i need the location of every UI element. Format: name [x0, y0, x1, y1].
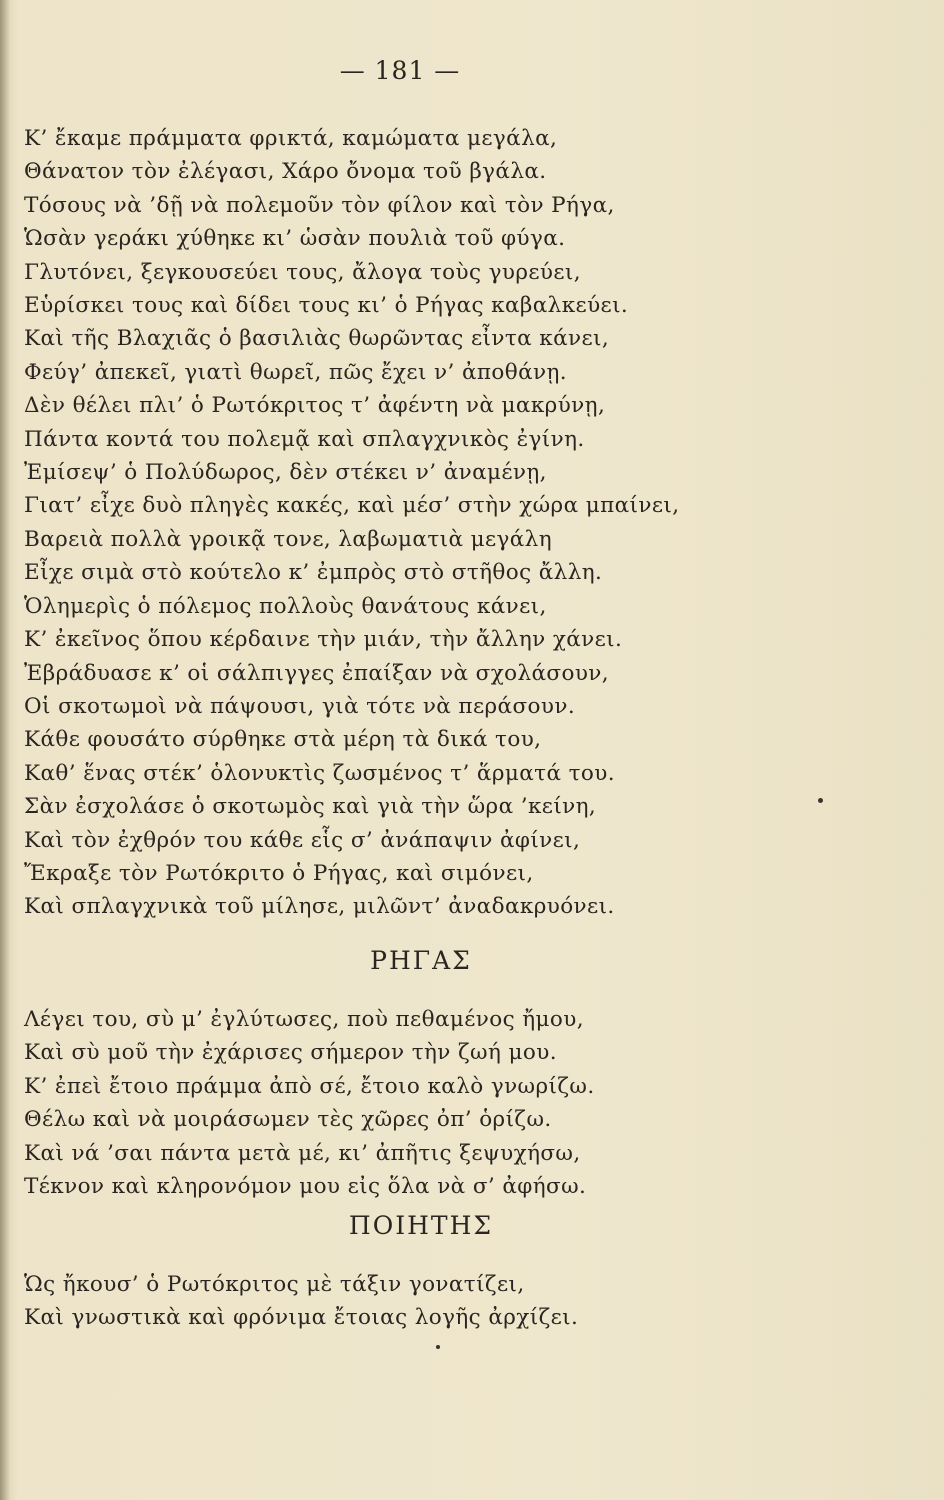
speaker-heading-poiitis: ΠΟΙΗΤΗΣ [348, 1211, 494, 1240]
verse-line: Τόσους νὰ ’δῇ νὰ πολεμοῦν τὸν φίλον καὶ τὸν Ρήγα, [24, 192, 615, 218]
stanza-narrative [24, 122, 924, 924]
verse-line: Θάνατον τὸν ἐλέγασι, Χάρο ὄνομα τοῦ βγάλα. [24, 159, 547, 185]
verse-line: Καθ’ ἕνας στέκ’ ὁλονυκτὶς ζωσμένος τ’ ἅρματά του. [24, 760, 615, 786]
book-spine-shadow [0, 0, 10, 1500]
page-number: — 181 — [339, 56, 461, 85]
verse-line: Ὡς ἤκουσ’ ὁ Ρωτόκριτος μὲ τάξιν γονατίζει, [24, 1272, 525, 1297]
speaker-heading-rigas: ΡΗΓΑΣ [370, 946, 472, 975]
verse-line: Ἔκραξε τὸν Ρωτόκριτο ὁ Ρήγας, καὶ σιμόνει, [24, 860, 534, 886]
verse-line: Φεύγ’ ἀπεκεῖ, γιατὶ θωρεῖ, πῶς ἔχει ν’ ἀποθάνῃ. [24, 359, 568, 385]
ink-speck [818, 798, 823, 803]
verse-line: Δὲν θέλει πλι’ ὁ Ρωτόκριτος τ’ ἀφέντη νὰ μακρύνῃ, [24, 393, 606, 419]
stanza-poiitis [24, 1268, 924, 1335]
verse-line: Εἶχε σιμὰ στὸ κούτελο κ’ ἐμπρὸς στὸ στῆθος ἄλλη. [24, 560, 603, 586]
verse-line: Ὁλημερὶς ὁ πόλεμος πολλοὺς θανάτους κάνει, [24, 593, 547, 619]
verse-line: Βαρειὰ πολλὰ γροικᾷ τονε, λαβωματιὰ μεγάλη [24, 526, 552, 552]
ink-speck [436, 1345, 440, 1349]
verse-line: Καὶ νά ’σαι πάντα μετὰ μέ, κι’ ἀπῆτις ξεψυχήσω, [24, 1140, 581, 1166]
verse-line: Λέγει του, σὺ μ’ ἐγλύτωσες, ποὺ πεθαμένος ἤμου, [24, 1007, 584, 1032]
verse-line: Καὶ τῆς Βλαχιᾶς ὁ βασιλιὰς θωρῶντας εἶντα κάνει, [24, 326, 610, 352]
verse-line: Καὶ σὺ μοῦ τὴν ἐχάρισες σήμερον τὴν ζωή μου. [24, 1040, 557, 1066]
verse-line: Ἐμίσεψ’ ὁ Πολύδωρος, δὲν στέκει ν’ ἀναμένῃ, [24, 460, 547, 486]
stanza-rigas [24, 1003, 924, 1203]
verse-line: Ὡσὰν γεράκι χύθηκε κι’ ὡσὰν πουλιὰ τοῦ φύγα. [24, 226, 566, 252]
verse-line: Σὰν ἐσχολάσε ὁ σκοτωμὸς καὶ γιὰ τὴν ὥρα ’κείνη, [24, 794, 597, 820]
verse-line: Ἐβράδυασε κ’ οἱ σάλπιγγες ἐπαίξαν νὰ σχολάσουν, [24, 660, 610, 686]
verse-line: Πάντα κοντά του πολεμᾷ καὶ σπλαγχνικὸς ἐγίνη. [24, 426, 585, 452]
verse-line: Γιατ’ εἶχε δυὸ πληγὲς κακές, καὶ μέσ’ στὴν χώρα μπαίνει, [24, 493, 680, 519]
verse-line: Κ’ ἐκεῖνος ὅπου κέρδαινε τὴν μιάν, τὴν ἄλλην χάνει. [24, 627, 623, 653]
verse-line: Κ’ ἐπεὶ ἔτοιο πράμμα ἀπὸ σέ, ἔτοιο καλὸ γνωρίζω. [24, 1073, 595, 1099]
verse-line: Τέκνον καὶ κληρονόμον μου εἰς ὅλα νὰ σ’ ἀφήσω. [24, 1174, 587, 1200]
verse-line: Γλυτόνει, ξεγκουσεύει τους, ἄλογα τοὺς γυρεύει, [24, 259, 581, 285]
verse-line: Θέλω καὶ νὰ μοιράσωμεν τὲς χῶρες ὀπ’ ὁρίζω. [24, 1107, 552, 1133]
verse-line: Καὶ τὸν ἐχθρόν του κάθε εἷς σ’ ἀνάπαψιν ἀφίνει, [24, 827, 581, 853]
verse-line: Οἱ σκοτωμοὶ νὰ πάψουσι, γιὰ τότε νὰ περάσουν. [24, 693, 576, 719]
verse-line: Εὑρίσκει τους καὶ δίδει τους κι’ ὁ Ρήγας καβαλκεύει. [24, 293, 629, 319]
verse-line: Κ’ ἔκαμε πράμματα φρικτά, καμώματα μεγάλα, [24, 126, 558, 151]
verse-line: Καὶ σπλαγχνικὰ τοῦ μίλησε, μιλῶντ’ ἀναδακρυόνει. [24, 894, 615, 920]
verse-line: Καὶ γνωστικὰ καὶ φρόνιμα ἔτοιας λογῆς ἀρχίζει. [24, 1305, 579, 1331]
verse-line: Κάθε φουσάτο σύρθηκε στὰ μέρη τὰ δικά του, [24, 727, 542, 753]
